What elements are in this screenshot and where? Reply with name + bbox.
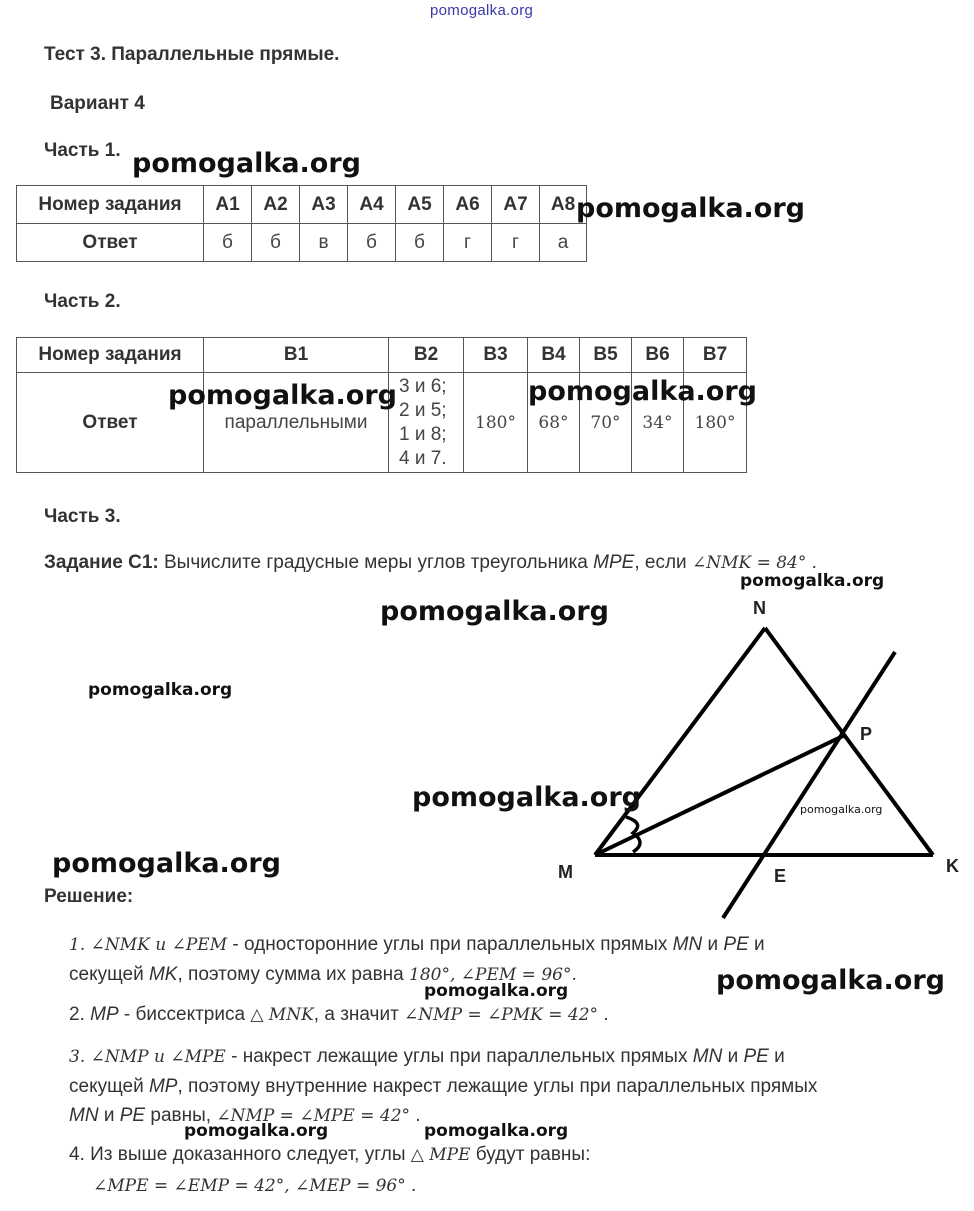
s1-mk: MK: [148, 964, 178, 985]
answer-cell: б: [348, 224, 396, 262]
answer-cell: б: [252, 224, 300, 262]
label-P: P: [860, 724, 873, 744]
s3-result: ∠NMP = ∠MPE = 42°: [216, 1106, 411, 1126]
row-header-label: Номер задания: [17, 338, 204, 373]
watermark: pomogalka.org: [168, 380, 397, 411]
part2-heading: Часть 2.: [44, 291, 121, 312]
s3-text2: , поэтому внутренние накрест лежащие углы при параллельных прямых: [177, 1076, 818, 1097]
task-cell: B7: [684, 338, 747, 373]
s3-angles: 3. ∠NMP и ∠MPE: [69, 1047, 226, 1067]
solution-step-4: [69, 1140, 590, 1170]
watermark: pomogalka.org: [412, 782, 641, 813]
s3-pe: PE: [743, 1046, 769, 1067]
s3-mn2: MN: [69, 1105, 99, 1126]
answer-cell: 70°: [580, 373, 632, 473]
s3-and2: и: [768, 1046, 785, 1067]
row-header-label: Номер задания: [17, 186, 204, 224]
watermark: pomogalka.org: [576, 193, 805, 224]
solution-step-3: [69, 1042, 949, 1131]
s1-sum: , поэтому сумма их равна: [177, 964, 410, 985]
page-title: Тест 3. Параллельные прямые.: [44, 44, 340, 65]
watermark: pomogalka.org: [528, 376, 757, 407]
task-cell: A2: [252, 186, 300, 224]
task-cell: B6: [632, 338, 684, 373]
s2-mp: MP: [90, 1004, 119, 1025]
s2-means: , а значит: [313, 1004, 405, 1025]
task-cell: A7: [492, 186, 540, 224]
task-cell: A8: [540, 186, 587, 224]
line-PE: [723, 652, 895, 918]
solution-step-4-result: [93, 1171, 416, 1201]
task-cell: B5: [580, 338, 632, 373]
part1-heading: Часть 1.: [44, 140, 121, 161]
solution-step-2: [69, 1000, 609, 1030]
answer-cell: 180°: [684, 373, 747, 473]
task-cell: B3: [464, 338, 528, 373]
s2-triangle: △ MNK: [250, 1005, 314, 1025]
label-M: M: [558, 862, 573, 882]
s3-mn: MN: [692, 1046, 723, 1067]
task-text: Вычислите градусные меры углов треугольника: [164, 552, 588, 573]
task-if: , если: [634, 552, 687, 573]
s1-angles: 1. ∠NMK и ∠PEM: [69, 935, 228, 955]
s4-text2: будут равны:: [470, 1144, 591, 1165]
segment-NK: [765, 628, 933, 855]
s4-result: ∠MPE = ∠EMP = 42°, ∠MEP = 96°: [93, 1176, 406, 1196]
task-cell: A5: [396, 186, 444, 224]
watermark: pomogalka.org: [424, 981, 569, 1001]
s3-secant: секущей: [69, 1076, 149, 1097]
task-cell: B2: [389, 338, 464, 373]
watermark: pomogalka.org: [716, 965, 945, 996]
s1-and: и: [702, 934, 724, 955]
task-cell: B4: [528, 338, 580, 373]
label-N: N: [753, 598, 766, 618]
s3-and3: и: [98, 1105, 120, 1126]
watermark: pomogalka.org: [424, 1121, 569, 1141]
watermark: pomogalka.org: [88, 680, 233, 700]
s1-and2: и: [748, 934, 765, 955]
s2-num: 2.: [69, 1004, 91, 1025]
task-angle: ∠NMK = 84°: [691, 553, 807, 573]
s3-mp: MP: [148, 1076, 178, 1097]
s2-end: .: [598, 1004, 609, 1025]
label-E: E: [774, 866, 787, 886]
answer-label: Ответ: [17, 373, 204, 473]
s1-secant: секущей: [69, 964, 149, 985]
segment-MN: [595, 628, 765, 855]
answer-cell: параллельными: [204, 373, 389, 473]
task-label: Задание С1:: [44, 552, 159, 573]
s1-text: - односторонние углы при параллельных прямых: [227, 934, 673, 955]
task-end: .: [811, 552, 817, 573]
s3-and: и: [722, 1046, 744, 1067]
s4-text: 4. Из выше доказанного следует, углы: [69, 1144, 411, 1165]
label-K: K: [946, 856, 959, 876]
watermark: pomogalka.org: [380, 596, 609, 627]
answer-cell: а: [540, 224, 587, 262]
s3-pe2: PE: [119, 1105, 146, 1126]
b2-line: 2 и 5;: [399, 399, 447, 421]
answer-cell: б: [204, 224, 252, 262]
task-cell: A1: [204, 186, 252, 224]
solution-heading: Решение:: [44, 886, 134, 907]
watermark: pomogalka.org: [184, 1121, 329, 1141]
answer-cell: 180°: [464, 373, 528, 473]
s2-result: ∠NMP = ∠PMK = 42°: [404, 1005, 599, 1025]
b2-line: 4 и 7.: [399, 447, 447, 469]
s3-end: .: [410, 1105, 421, 1126]
task-triangle: MPE: [593, 552, 635, 573]
answer-cell: г: [444, 224, 492, 262]
s1-result: 180°, ∠PEM = 96°.: [409, 965, 577, 985]
answer-label: Ответ: [17, 224, 204, 262]
watermark: pomogalka.org: [740, 571, 885, 591]
s1-pe: PE: [723, 934, 749, 955]
task-cell: A3: [300, 186, 348, 224]
task-cell: A4: [348, 186, 396, 224]
answer-cell: б: [396, 224, 444, 262]
answer-cell: в: [300, 224, 348, 262]
s3-equal: равны,: [145, 1105, 217, 1126]
answer-cell: г: [492, 224, 540, 262]
s4-end: .: [405, 1175, 417, 1196]
top-watermark: pomogalka.org: [430, 2, 534, 19]
s1-mn: MN: [672, 934, 703, 955]
task-cell: A6: [444, 186, 492, 224]
watermark: pomogalka.org: [52, 848, 281, 879]
answer-cell: 34°: [632, 373, 684, 473]
b2-line: 3 и 6;: [399, 375, 447, 397]
watermark: pomogalka.org: [800, 803, 883, 816]
part3-heading: Часть 3.: [44, 506, 121, 527]
watermark: pomogalka.org: [132, 148, 361, 179]
answer-cell: 68°: [528, 373, 580, 473]
s2-text: - биссектриса: [118, 1004, 251, 1025]
task-cell: B1: [204, 338, 389, 373]
variant-heading: Вариант 4: [50, 93, 145, 114]
b2-line: 1 и 8;: [399, 423, 447, 445]
s4-triangle: △ MPE: [410, 1145, 471, 1165]
s3-text: - накрест лежащие углы при параллельных прямых: [225, 1046, 693, 1067]
